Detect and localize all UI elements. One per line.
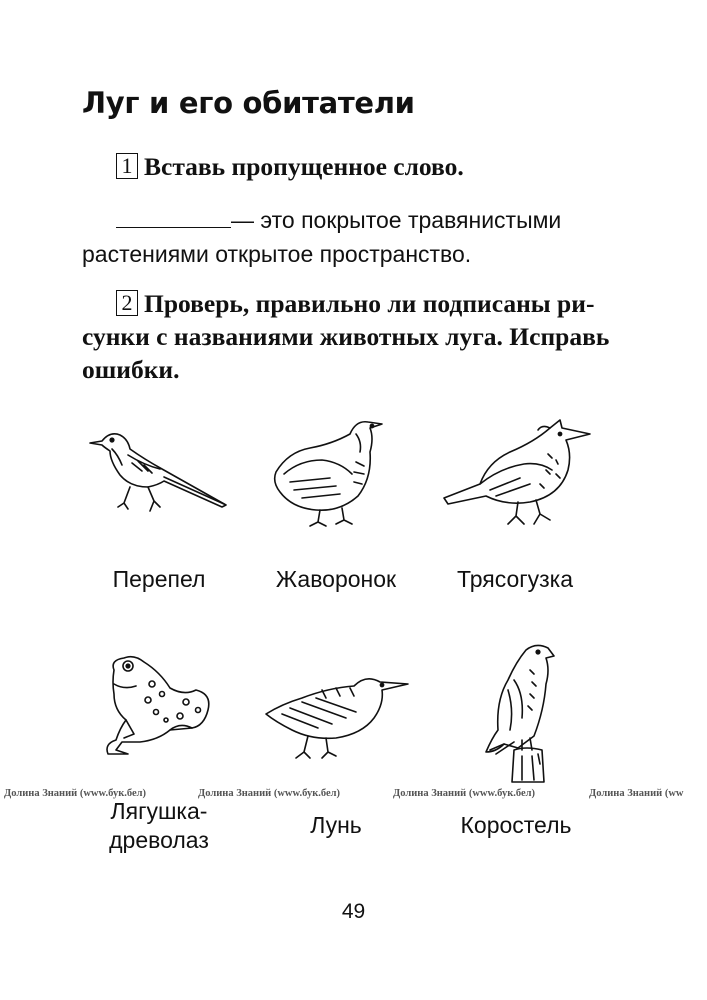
caption-3: Трясогузка (456, 566, 574, 592)
page-title: Луг и его обитатели (82, 86, 415, 120)
task-1 (82, 150, 611, 183)
caption-6: Коростель (460, 812, 572, 838)
watermark: Долина Знаний (www.бук.бел) (4, 788, 147, 799)
harrier-icon (474, 640, 584, 785)
caption-1: Перепел (112, 566, 206, 592)
caption-4-line-2: древолаз (109, 827, 209, 853)
page-number: 49 (341, 900, 366, 923)
task-2-instruction: Проверь, правильно ли подписаны рисунки с названиями животных луга. Исправь ошибки. (82, 289, 610, 384)
task-number-1: 1 (116, 153, 138, 179)
watermark: Долина Знаний (www.бук.бел) (393, 788, 536, 799)
watermark: Долина Знаний (ww (589, 788, 684, 799)
corncrake-icon (262, 668, 412, 760)
caption-2: Жаворонок (275, 566, 397, 592)
frog-icon (100, 650, 220, 762)
task-number-2: 2 (116, 290, 138, 316)
caption-4-line-1: Лягушка- (110, 798, 208, 824)
wagtail-icon (88, 425, 228, 520)
watermark: Долина Знаний (www.бук.бел) (198, 788, 341, 799)
fill-in-sentence (82, 203, 611, 271)
caption-4 (96, 797, 222, 855)
caption-5: Лунь (310, 812, 362, 838)
quail-icon (270, 412, 390, 530)
answer-blank[interactable] (116, 207, 231, 228)
task-1-instruction: Вставь пропущенное слово. (144, 152, 464, 181)
sentence-text: — это покрытое травянистыми растениями открытое пространство. (82, 207, 562, 267)
task-2 (82, 287, 611, 386)
lark-icon (440, 414, 595, 532)
